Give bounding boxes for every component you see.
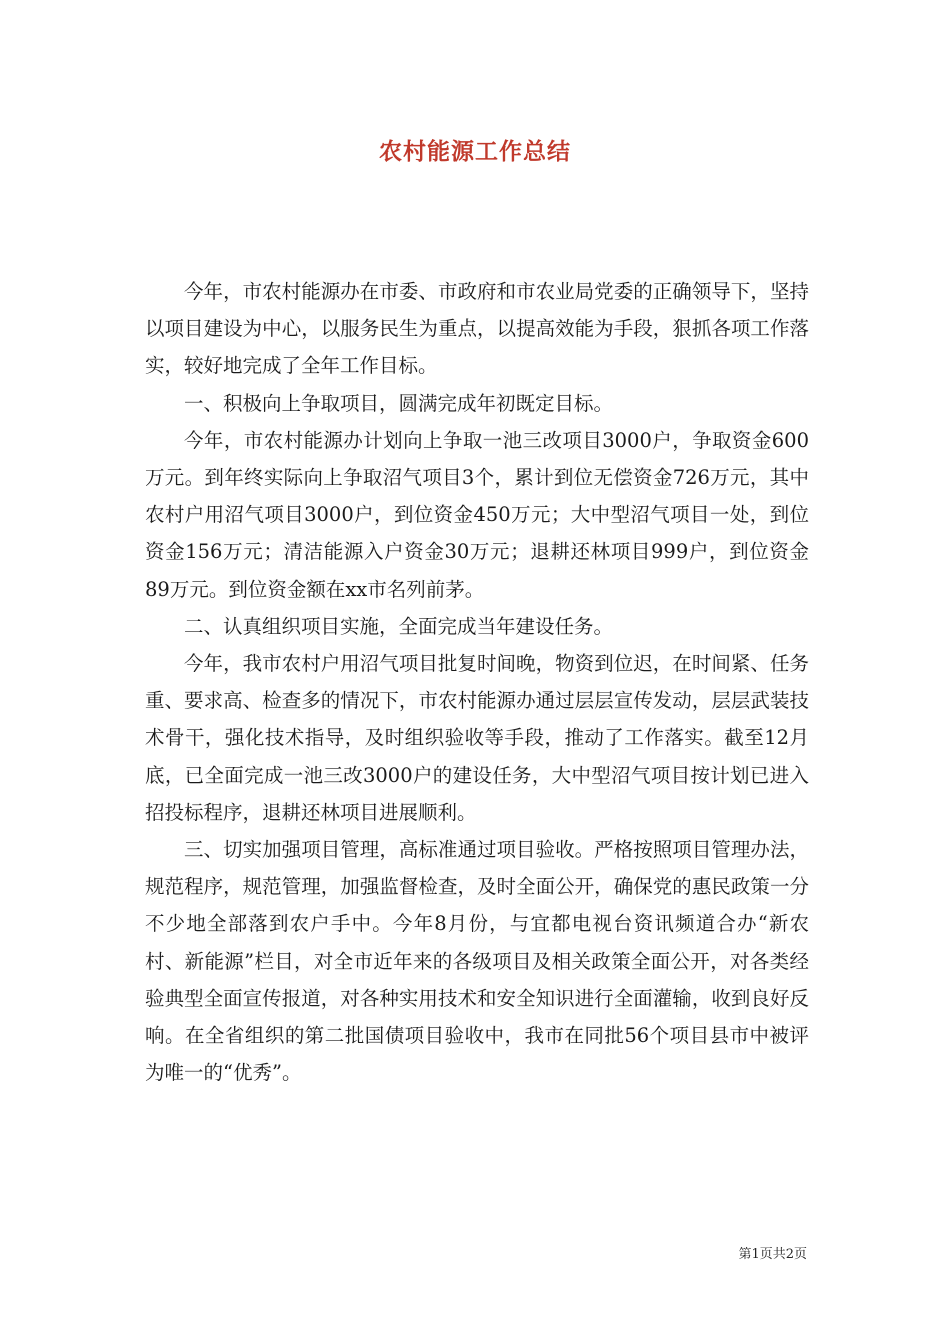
document-title: 农村能源工作总结 bbox=[379, 138, 571, 165]
document-body bbox=[145, 273, 809, 1091]
paragraph-section-3: 三、切实加强项目管理，高标准通过项目验收。严格按照项目管理办法，规范程序，规范管理，加强监督检查，及时全面公开，确保党的惠民政策一分不少地全部落到农户手中。今年8月份，与宜都电视台资讯频道合办“新农村、新能源”栏目，对全市近年来的各级项目及相关政策全面公开，对各类经验典型全面宣传报道，对各种实用技术和安全知识进行全面灌输，收到良好反响。在全省组织的第二批国债项目验收中，我市在同批56个项目县市中被评为唯一的“优秀”。 bbox=[145, 838, 809, 1085]
paragraph-intro: 今年，市农村能源办在市委、市政府和市农业局党委的正确领导下，坚持以项目建设为中心，以服务民生为重点，以提高效能为手段，狠抓各项工作落实，较好地完成了全年工作目标。 bbox=[145, 280, 809, 378]
paragraph-section-1: 今年，市农村能源办计划向上争取一池三改项目3000户，争取资金600万元。到年终实际向上争取沼气项目3个，累计到位无偿资金726万元，其中农村户用沼气项目3000户，到位资金450万元；大中型沼气项目一处，到位资金156万元；清洁能源入户资金30万元；退耕还林项目999户，到位资金89万元。到位资金额在xx市名列前茅。 bbox=[145, 428, 809, 601]
section-heading-2: 二、认真组织项目实施，全面完成当年建设任务。 bbox=[184, 614, 614, 638]
page-number: 第1页共2页 bbox=[738, 1247, 807, 1262]
paragraph-section-2: 今年，我市农村户用沼气项目批复时间晚，物资到位迟，在时间紧、任务重、要求高、检查多的情况下，市农村能源办通过层层宣传发动，层层武装技术骨干，强化技术指导，及时组织验收等手段，推动了工作落实。截至12月底，已全面完成一池三改3000户的建设任务，大中型沼气项目按计划已进入招投标程序，退耕还林项目进展顺利。 bbox=[145, 652, 809, 824]
section-heading-1: 一、积极向上争取项目，圆满完成年初既定目标。 bbox=[184, 391, 614, 415]
